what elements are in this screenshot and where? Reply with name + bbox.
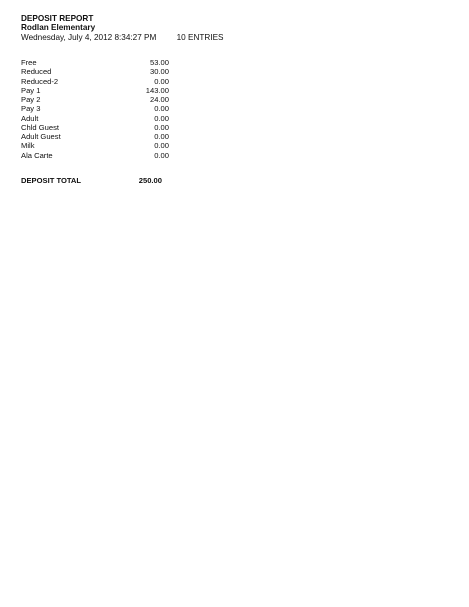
report-title: DEPOSIT REPORT [21,14,94,23]
deposit-total-row [21,176,162,186]
deposit-amount: 0.00 [154,132,169,141]
deposit-breakdown [21,58,169,160]
deposit-amount: 0.00 [154,76,169,86]
entry-count: 10 ENTRIES [176,32,224,42]
deposit-amount: 30.00 [149,67,169,77]
deposit-label: Reduced-2 [21,76,59,86]
deposit-label: Ala Carte [21,150,53,160]
deposit-row-pay-1 [21,86,169,95]
deposit-label: Free [21,58,37,67]
deposit-label: Pay 2 [21,95,41,104]
deposit-row-adult-guest [21,132,169,141]
deposit-label: Reduced [21,67,52,77]
deposit-row-ala-carte [21,151,169,160]
report-datetime: Wednesday, July 4, 2012 8:34:27 PM [21,32,157,42]
deposit-label: Pay 3 [21,104,41,114]
deposit-amount: 143.00 [145,85,169,95]
deposit-amount: 0.00 [154,122,169,132]
deposit-amount: 0.00 [154,141,169,151]
report-meta [21,33,224,42]
deposit-row-reduced-2 [21,77,169,86]
deposit-label: Adult [21,113,39,123]
deposit-row-reduced [21,67,169,76]
school-name: Rodlan Elementary [21,23,96,33]
deposit-label: Adult Guest [21,132,61,141]
deposit-label: Chld Guest [21,122,59,132]
deposit-total-label: DEPOSIT TOTAL [21,176,82,185]
deposit-row-free [21,58,169,67]
deposit-label: Milk [21,141,35,151]
deposit-amount: 0.00 [154,104,169,114]
deposit-row-child-guest [21,123,169,132]
deposit-amount: 0.00 [154,150,169,160]
report-header [21,14,224,42]
deposit-row-pay-2 [21,95,169,104]
deposit-row-adult [21,114,169,123]
deposit-amount: 0.00 [154,113,169,123]
deposit-row-pay-3 [21,104,169,113]
deposit-amount: 53.00 [149,58,169,67]
deposit-amount: 24.00 [149,95,169,104]
deposit-total-amount: 250.00 [138,176,162,185]
deposit-label: Pay 1 [21,85,41,95]
deposit-row-milk [21,141,169,150]
